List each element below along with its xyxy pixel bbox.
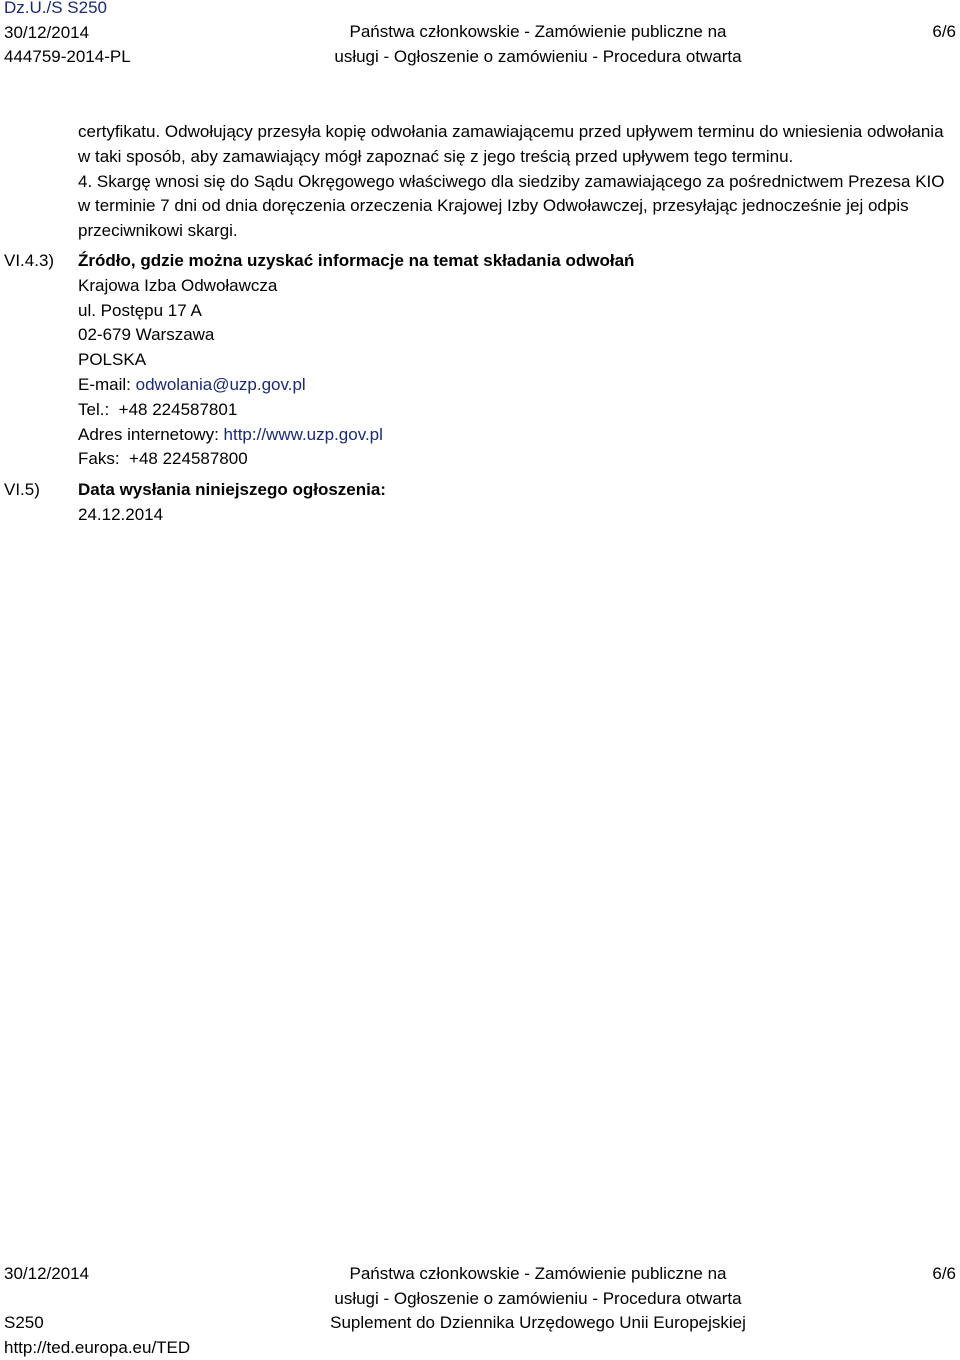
email-row [78, 373, 938, 398]
section-heading: Źródło, gdzie można uzyskać informacje na temat składania odwołań [78, 249, 938, 274]
phone-label: Tel.: [78, 400, 109, 419]
section-number-vi5: VI.5) [4, 478, 40, 503]
fax-label: Faks: [78, 449, 120, 468]
dispatch-date: 24.12.2014 [78, 503, 938, 528]
footer-title-line1: Państwa członkowskie - Zamówienie publiczne na [296, 1262, 780, 1287]
document-id: 444759-2014-PL [4, 45, 131, 70]
paragraph-certificate: certyfikatu. Odwołujący przesyła kopię odwołania zamawiającemu przed upływem terminu do wniesienia odwołania w taki sposób, aby zamawiający mógł zapoznać się z jego treścią przed upływem tego terminu. [78, 120, 950, 170]
city: 02-679 Warszawa [78, 323, 938, 348]
dispatch-date-heading: Data wysłania niniejszego ogłoszenia: [78, 478, 938, 503]
header-date: 30/12/2014 [4, 21, 131, 46]
body-text [78, 120, 950, 244]
country: POLSKA [78, 348, 938, 373]
footer-meta [4, 1262, 190, 1360]
header-title [316, 20, 760, 69]
header-title-line1: Państwa członkowskie - Zamówienie publiczne na [316, 20, 760, 45]
fax-value: +48 224587800 [129, 449, 248, 468]
header-title-line2: usługi - Ogłoszenie o zamówieniu - Procedura otwarta [316, 45, 760, 70]
header-meta [4, 0, 131, 70]
footer-title-line3: Suplement do Dziennika Urzędowego Unii Europejskiej [296, 1311, 780, 1336]
section-vi43 [78, 249, 938, 472]
journal-reference: Dz.U./S S250 [4, 0, 131, 21]
email-link[interactable]: odwolania@uzp.gov.pl [136, 375, 306, 394]
website-row [78, 423, 938, 448]
section-number-vi43: VI.4.3) [4, 249, 54, 274]
organization-name: Krajowa Izba Odwoławcza [78, 274, 938, 299]
header-page-number: 6/6 [932, 20, 956, 45]
footer-issue: S250 [4, 1311, 190, 1336]
footer-url: http://ted.europa.eu/TED [4, 1336, 190, 1360]
footer-page-number: 6/6 [932, 1262, 956, 1287]
section-vi5 [78, 478, 938, 528]
paragraph-complaint: 4. Skargę wnosi się do Sądu Okręgowego właściwego dla siedziby zamawiającego za pośrednictwem Prezesa KIO w terminie 7 dni od dnia doręczenia orzeczenia Krajowej Izby Odwoławczej, przesyłając jednocześnie jej odpis przeciwnikowi skargi. [78, 170, 950, 244]
phone-row [78, 398, 938, 423]
email-label: E-mail: [78, 375, 131, 394]
footer-title-line2: usługi - Ogłoszenie o zamówieniu - Procedura otwarta [296, 1287, 780, 1312]
footer-date: 30/12/2014 [4, 1262, 190, 1287]
website-label: Adres internetowy: [78, 425, 219, 444]
footer-title [296, 1262, 780, 1336]
website-link[interactable]: http://www.uzp.gov.pl [224, 425, 383, 444]
street-address: ul. Postępu 17 A [78, 299, 938, 324]
phone-value: +48 224587801 [119, 400, 238, 419]
fax-row [78, 447, 938, 472]
